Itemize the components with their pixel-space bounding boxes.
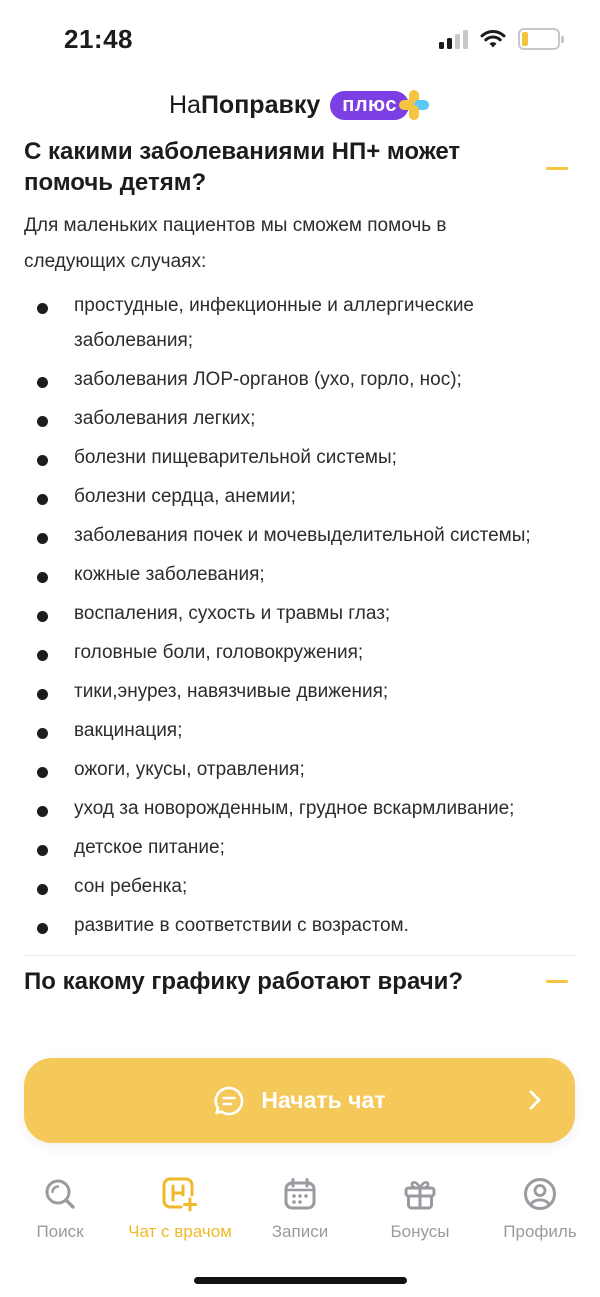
status-time: 21:48 (64, 24, 133, 54)
status-bar (0, 0, 600, 80)
list-item: болезни пищеварительной системы; (24, 440, 576, 475)
faq-item-header[interactable] (24, 136, 576, 198)
search-icon (43, 1176, 77, 1212)
list-item: ожоги, укусы, отравления; (24, 752, 576, 787)
list-item: головные боли, головокружения; (24, 635, 576, 670)
list-item: детское питание; (24, 830, 576, 865)
tab-label: Бонусы (390, 1222, 450, 1241)
collapse-icon[interactable] (546, 980, 568, 983)
list-item: сон ребенка; (24, 869, 576, 904)
start-chat-button[interactable] (24, 1058, 575, 1143)
list-item: тики,энурез, навязчивые движения; (24, 674, 576, 709)
battery-icon (518, 28, 560, 50)
tab-appointments[interactable] (240, 1160, 360, 1250)
profile-icon (523, 1176, 557, 1212)
doctor-chat-icon (162, 1176, 198, 1212)
tab-doctor-chat[interactable] (120, 1160, 240, 1250)
tab-label: Чат с врачом (128, 1222, 232, 1241)
divider (24, 955, 576, 956)
list-item: вакцинация; (24, 713, 576, 748)
wifi-icon (480, 29, 506, 49)
start-chat-label: Начать чат (261, 1087, 386, 1113)
faq-item-header-2[interactable] (24, 966, 576, 997)
tab-profile[interactable] (480, 1160, 600, 1250)
gift-icon (403, 1176, 437, 1212)
faq-question: С какими заболеваниями НП+ может помочь детям? (24, 138, 461, 196)
list-item: уход за новорожденным, грудное вскармливание; (24, 791, 576, 826)
logo-badge (330, 88, 431, 122)
list-item: заболевания легких; (24, 401, 576, 436)
cellular-signal-icon (439, 29, 468, 49)
faq-intro: Для маленьких пациентов мы сможем помочь в следующих случаях: (24, 215, 447, 272)
logo-text: НаПоправку (168, 90, 321, 119)
list-item: развитие в соответствии с возрастом. (24, 908, 576, 943)
list-item: простудные, инфекционные и аллергические заболевания; (24, 288, 576, 358)
faq-content (24, 136, 576, 997)
plus-logo-icon (397, 88, 431, 122)
chevron-right-icon (527, 1085, 543, 1115)
tab-label: Записи (271, 1222, 329, 1241)
tab-label: Поиск (36, 1222, 84, 1241)
tab-label: Профиль (503, 1222, 577, 1241)
home-indicator[interactable] (194, 1277, 407, 1284)
condition-list (24, 288, 576, 943)
list-item: болезни сердца, анемии; (24, 479, 576, 514)
list-item: воспаления, сухость и травмы глаз; (24, 596, 576, 631)
app-logo (0, 88, 600, 122)
calendar-icon (283, 1176, 317, 1212)
tab-bonuses[interactable] (360, 1160, 480, 1250)
logo-badge-label: плюс (330, 91, 409, 120)
chat-bubble-icon (213, 1085, 245, 1117)
tab-search[interactable] (0, 1160, 120, 1250)
faq-question-2: По какому графику работают врачи? (24, 968, 464, 995)
status-icons (439, 28, 560, 50)
list-item: заболевания ЛОР-органов (ухо, горло, нос); (24, 362, 576, 397)
list-item: кожные заболевания; (24, 557, 576, 592)
collapse-icon[interactable] (546, 167, 568, 170)
tab-bar (0, 1160, 600, 1250)
list-item: заболевания почек и мочевыделительной системы; (24, 518, 576, 553)
